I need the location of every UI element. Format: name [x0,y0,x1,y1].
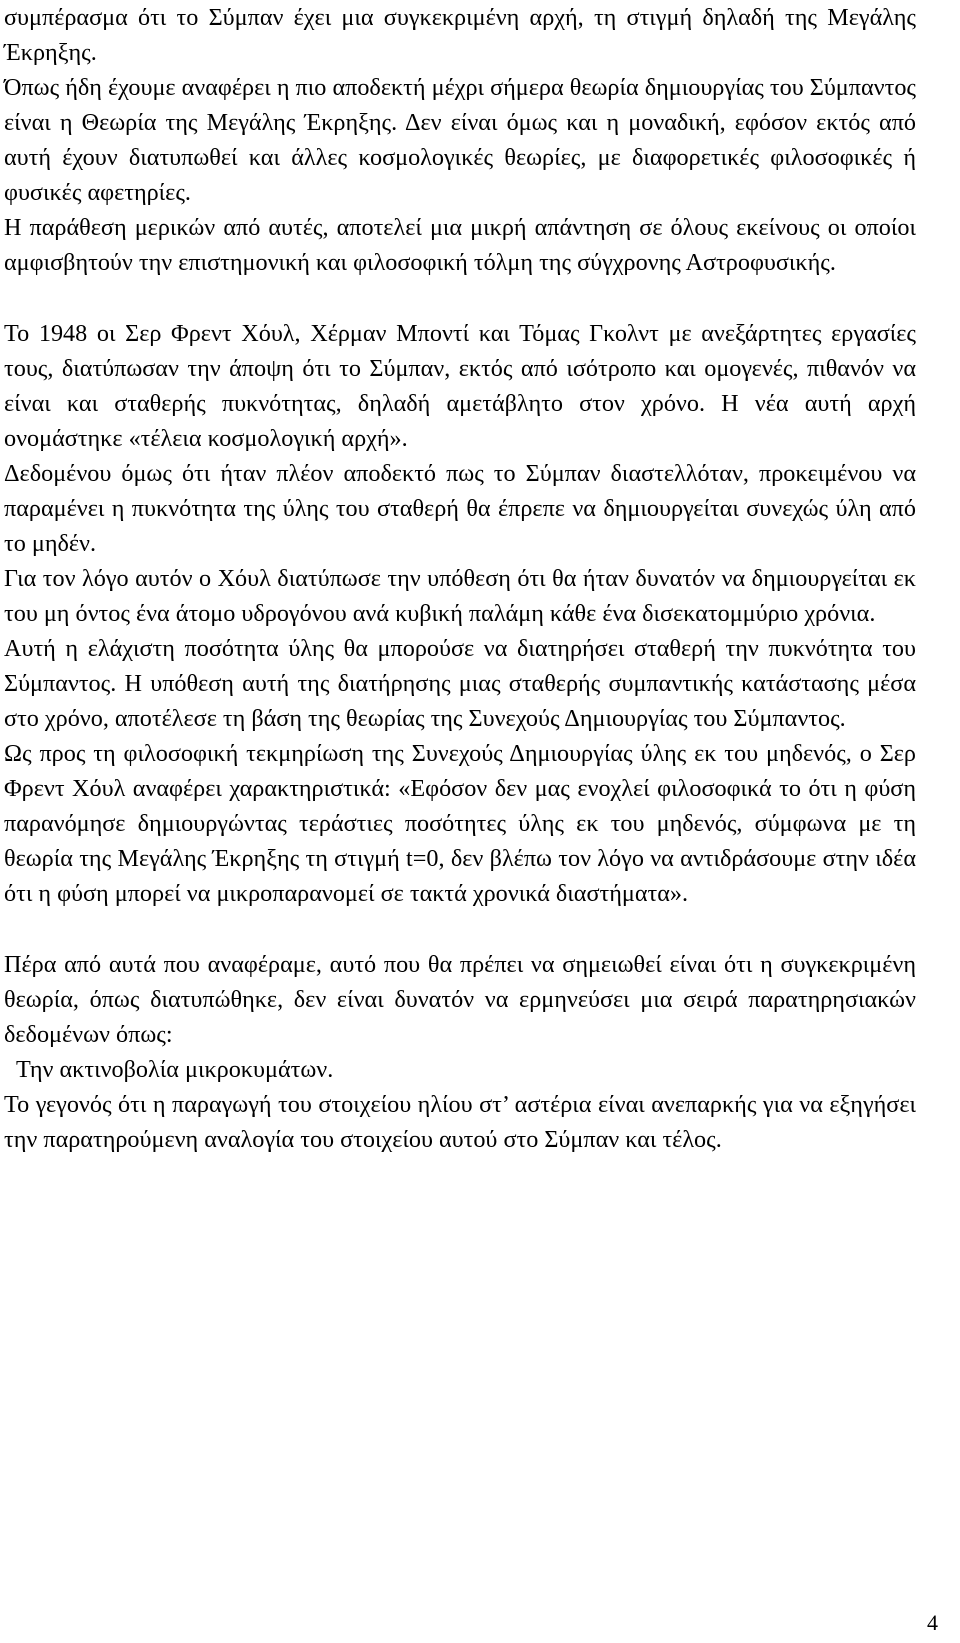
paragraph: Δεδομένου όμως ότι ήταν πλέον αποδεκτό πως το Σύμπαν διαστελλόταν, προκειμένου να παραμένει η πυκνότητα της ύλης του σταθερή θα έπρεπε να δημιουργείται συνεχώς ύλη από το μηδέν. [4,460,916,557]
paragraph: Το γεγονός ότι η παραγωγή του στοιχείου ηλίου στ’ αστέρια είναι ανεπαρκής για να εξηγήσει την παρατηρούμενη αναλογία του στοιχείου αυτού στο Σύμπαν και τέλος. [4,1091,916,1153]
paragraph: συμπέρασμα ότι το Σύμπαν έχει μια συγκεκριμένη αρχή, τη στιγμή δηλαδή της Μεγάλης Έκρηξης. [4,4,916,66]
page-number: 4 [927,1610,938,1635]
paragraph: Πέρα από αυτά που αναφέραμε, αυτό που θα πρέπει να σημειωθεί είναι ότι η συγκεκριμένη θεωρία, όπως διατυπώθηκε, δεν είναι δυνατόν να ερμηνεύσει μια σειρά παρατηρησιακών δεδομένων όπως: [4,951,916,1048]
paragraph: Για τον λόγο αυτόν ο Χόυλ διατύπωσε την υπόθεση ότι θα ήταν δυνατόν να δημιουργείται εκ του μη όντος ένα άτομο υδρογόνου ανά κυβική παλάμη κάθε ένα δισεκατομμύριο χρόνια. [4,565,916,627]
paragraph: Αυτή η ελάχιστη ποσότητα ύλης θα μπορούσε να διατηρήσει σταθερή την πυκνότητα του Σύμπαντος. Η υπόθεση αυτή της διατήρησης μιας σταθερής συμπαντικής κατάστασης μέσα στο χρόνο, αποτέλεσε τη βάση της θεωρίας της Συνεχούς Δημιουργίας του Σύμπαντος. [4,635,916,732]
paragraph: Η παράθεση μερικών από αυτές, αποτελεί μια μικρή απάντηση σε όλους εκείνους οι οποίοι αμφισβητούν την επιστημονική και φιλοσοφική τόλμη της σύγχρονης Αστροφυσικής. [4,214,916,276]
paragraph: Όπως ήδη έχουμε αναφέρει η πιο αποδεκτή μέχρι σήμερα θεωρία δημιουργίας του Σύμπαντος είναι η Θεωρία της Μεγάλης Έκρηξης. Δεν είναι όμως και η μοναδική, εφόσον εκτός από αυτή έχουν διατυπωθεί και άλλες κοσμολογικές θεωρίες, με διαφορετικές φιλοσοφικές ή φυσικές αφετηρίες. [4,74,916,206]
paragraph: Το 1948 οι Σερ Φρεντ Χόυλ, Χέρμαν Μποντί και Τόμας Γκολντ με ανεξάρτητες εργασίες τους, διατύπωσαν την άποψη ότι το Σύμπαν, εκτός από ισότροπο και ομογενές, πιθανόν να είναι και σταθερής πυκνότητας, δηλαδή αμετάβλητο στον χρόνο. Η νέα αυτή αρχή ονομάστηκε «τέλεια κοσμολογική αρχή». [4,320,916,452]
paragraph-gap [4,911,916,947]
paragraph-gap [4,280,916,316]
document-page [4,0,916,1157]
paragraph: Ως προς τη φιλοσοφική τεκμηρίωση της Συνεχούς Δημιουργίας ύλης εκ του μηδενός, ο Σερ Φρεντ Χόυλ αναφέρει χαρακτηριστικά: «Εφόσον δεν μας ενοχλεί φιλοσοφικά το ότι η φύση παρανόμησε δημιουργώντας τεράστιες ποσότητες ύλης εκ του μηδενός, σύμφωνα με τη θεωρία της Μεγάλης Έκρηξης τη στιγμή t=0, δεν βλέπω τον λόγο να αντιδράσουμε στην ιδέα ότι η φύση μπορεί να μικροπαρανομεί σε τακτά χρονικά διαστήματα». [4,740,916,907]
list-item: Την ακτινοβολία μικροκυμάτων. [16,1056,334,1083]
